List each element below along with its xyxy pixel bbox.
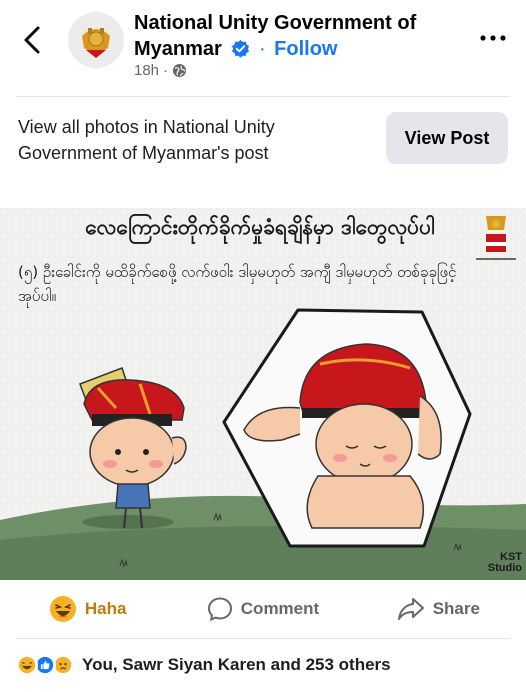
album-banner xyxy=(0,98,526,196)
reaction-icons xyxy=(16,654,70,676)
haha-reaction-button[interactable] xyxy=(0,584,175,634)
share-button[interactable] xyxy=(351,584,526,634)
globe-icon xyxy=(172,63,187,78)
nug-emblem-icon xyxy=(68,12,124,68)
photo-subtitle: (၅) ဦးခေါင်းကို မထိခိုက်စေဖို့ လက်ဖဝါး ဒါမှမဟုတ် အကျီ ဒါမှမဟုတ် တစ်ခုခုဖြင့် အုပ်ပါ။ xyxy=(18,263,457,305)
album-text: View all photos in National Unity Government of Myanmar's post xyxy=(18,117,275,163)
share-label[interactable]: Share xyxy=(432,599,480,618)
page-name-line2[interactable]: Myanmar xyxy=(134,38,222,60)
haha-label[interactable]: Haha xyxy=(84,599,127,618)
haha-emoji-icon xyxy=(49,595,77,623)
post-photo[interactable] xyxy=(0,208,526,580)
page-name[interactable] xyxy=(134,10,424,62)
studio-line1: KST xyxy=(500,551,522,563)
post-action-bar xyxy=(0,584,526,634)
haha-small-icon xyxy=(16,654,38,676)
follow-separator: · xyxy=(258,38,266,60)
more-options-icon[interactable] xyxy=(478,28,508,48)
share-icon xyxy=(397,596,425,622)
header-divider xyxy=(16,96,510,97)
post-meta xyxy=(134,62,187,79)
actions-divider xyxy=(16,638,510,639)
meta-separator: · xyxy=(163,62,169,79)
studio-watermark xyxy=(488,552,522,574)
post-header xyxy=(0,0,526,92)
comment-icon xyxy=(207,596,233,622)
follow-button[interactable]: Follow xyxy=(274,38,338,60)
comment-button[interactable] xyxy=(175,584,350,634)
reaction-summary-text[interactable]: You, Sawr Siyan Karen and 253 others xyxy=(82,655,391,674)
photo-title: လေကြောင်းတိုက်ခိုက်မှုခံရချိန်မှာ ဒါတွေလုပ်ပါ xyxy=(85,215,435,239)
page-name-line1[interactable]: National Unity Government of xyxy=(134,12,417,34)
comment-label[interactable]: Comment xyxy=(240,599,320,618)
verified-badge-icon xyxy=(231,39,250,58)
studio-line2: Studio xyxy=(487,562,522,574)
post-timestamp[interactable]: 18h xyxy=(134,62,160,79)
back-arrow-icon[interactable] xyxy=(18,24,46,56)
page-avatar[interactable] xyxy=(68,12,124,68)
view-post-button[interactable]: View Post xyxy=(386,112,508,164)
reactions-summary-row[interactable] xyxy=(16,652,391,678)
